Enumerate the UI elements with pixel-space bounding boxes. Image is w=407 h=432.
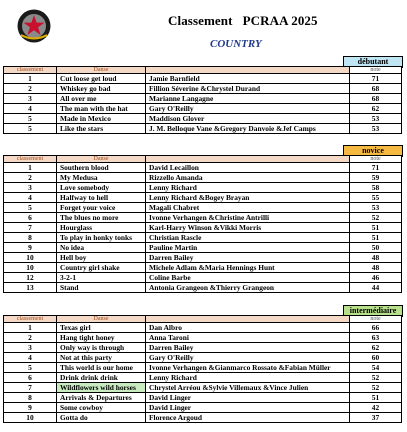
table-row <box>4 114 402 124</box>
column-header-dance: Danse <box>57 156 146 163</box>
table-row <box>4 124 402 134</box>
column-header-note: note <box>350 316 402 323</box>
table-row <box>4 183 402 193</box>
note-cell: 42 <box>350 403 402 413</box>
table-row <box>4 273 402 283</box>
column-header-dancer <box>146 316 350 323</box>
dance-cell: Country girl shake <box>57 263 146 273</box>
note-cell: 44 <box>350 283 402 293</box>
dancer-cell: Darren Bailey <box>146 253 350 263</box>
note-cell: 51 <box>350 233 402 243</box>
note-cell: 68 <box>350 84 402 94</box>
note-cell: 51 <box>350 223 402 233</box>
table-row <box>4 333 402 343</box>
dancer-cell: Antonia Grangeon &Thierry Grangeon <box>146 283 350 293</box>
table-row <box>4 323 402 333</box>
table-row <box>4 104 402 114</box>
pcraa-logo <box>17 9 51 43</box>
table-row <box>4 163 402 173</box>
table-row <box>4 283 402 293</box>
dance-cell: Hourglass <box>57 223 146 233</box>
table-row <box>4 383 402 393</box>
table-row <box>4 343 402 353</box>
rank-cell: 7 <box>4 223 57 233</box>
rank-cell: 5 <box>4 114 57 124</box>
rank-cell: 10 <box>4 263 57 273</box>
dancer-cell: Gary O'Reilly <box>146 353 350 363</box>
dancer-cell: Chrystel Arréou &Sylvie Villemaux &Vince Julien <box>146 383 350 393</box>
dancer-cell: Fillion Séverine &Chrystel Durand <box>146 84 350 94</box>
results-table-novice <box>3 155 402 293</box>
column-header-dance: Danse <box>57 67 146 74</box>
note-cell: 48 <box>350 253 402 263</box>
dance-cell: Not at this party <box>57 353 146 363</box>
note-cell: 62 <box>350 343 402 353</box>
rank-cell: 1 <box>4 323 57 333</box>
note-cell: 53 <box>350 124 402 134</box>
rank-cell: 5 <box>4 203 57 213</box>
rank-cell: 5 <box>4 363 57 373</box>
dancer-cell: Lenny Richard &Bogey Brayan <box>146 193 350 203</box>
page-title: Classement PCRAA 2025 <box>168 13 318 28</box>
dance-cell: Southern blood <box>57 163 146 173</box>
rank-cell: 8 <box>4 233 57 243</box>
rank-cell: 7 <box>4 383 57 393</box>
note-cell: 66 <box>350 323 402 333</box>
dancer-cell: Ivonne Verhangen &Christine Antrilli <box>146 213 350 223</box>
results-table-intermediaire <box>3 315 402 423</box>
table-row <box>4 373 402 383</box>
table-row <box>4 263 402 273</box>
note-cell: 52 <box>350 383 402 393</box>
table-row <box>4 243 402 253</box>
column-header-dancer <box>146 67 350 74</box>
rank-cell: 9 <box>4 403 57 413</box>
dance-cell: Forget your voice <box>57 203 146 213</box>
table-header-row <box>4 67 402 74</box>
table-row <box>4 413 402 423</box>
dance-cell: Only way is through <box>57 343 146 353</box>
rank-cell: 4 <box>4 193 57 203</box>
column-header-rank: classement <box>4 316 57 323</box>
rank-cell: 10 <box>4 253 57 263</box>
level-badge-intermediaire: intermédiaire <box>343 305 403 317</box>
table-header-row <box>4 316 402 323</box>
dancer-cell: Magali Chabret <box>146 203 350 213</box>
table-row <box>4 233 402 243</box>
dancer-cell: Darren Bailey <box>146 343 350 353</box>
table-row <box>4 393 402 403</box>
dance-cell: 3-2-1 <box>57 273 146 283</box>
rank-cell: 8 <box>4 393 57 403</box>
note-cell: 71 <box>350 163 402 173</box>
table-row <box>4 363 402 373</box>
rank-cell: 2 <box>4 173 57 183</box>
dancer-cell: David Lecaillon <box>146 163 350 173</box>
dancer-cell: Jamie Barnfield <box>146 74 350 84</box>
dancer-cell: Florence Argoud <box>146 413 350 423</box>
rank-cell: 1 <box>4 74 57 84</box>
note-cell: 53 <box>350 114 402 124</box>
dance-cell: This world is our home <box>57 363 146 373</box>
dance-cell: Drink drink drink <box>57 373 146 383</box>
table-row <box>4 353 402 363</box>
rank-cell: 13 <box>4 283 57 293</box>
note-cell: 52 <box>350 213 402 223</box>
table-header-row <box>4 156 402 163</box>
column-header-dance: Danse <box>57 316 146 323</box>
dance-cell: Texas girl <box>57 323 146 333</box>
table-row <box>4 203 402 213</box>
rank-cell: 12 <box>4 273 57 283</box>
table-row <box>4 253 402 263</box>
dancer-cell: Dan Albro <box>146 323 350 333</box>
dance-cell: Like the stars <box>57 124 146 134</box>
rank-cell: 2 <box>4 84 57 94</box>
note-cell: 46 <box>350 273 402 283</box>
dancer-cell: Lenny Richard <box>146 183 350 193</box>
dancer-cell: Marianne Langagne <box>146 94 350 104</box>
column-header-note: note <box>350 67 402 74</box>
note-cell: 54 <box>350 363 402 373</box>
note-cell: 62 <box>350 104 402 114</box>
rank-cell: 4 <box>4 104 57 114</box>
rank-cell: 5 <box>4 124 57 134</box>
table-row <box>4 213 402 223</box>
note-cell: 71 <box>350 74 402 84</box>
dance-cell: The blues no more <box>57 213 146 223</box>
dance-cell: To play in honky tonks <box>57 233 146 243</box>
dance-cell: Hell boy <box>57 253 146 263</box>
note-cell: 53 <box>350 203 402 213</box>
dancer-cell: Lenny Richard <box>146 373 350 383</box>
results-table-debutant <box>3 66 402 134</box>
note-cell: 59 <box>350 173 402 183</box>
rank-cell: 2 <box>4 333 57 343</box>
dancer-cell: Coline Barbe <box>146 273 350 283</box>
page-subtitle: COUNTRY <box>210 38 262 50</box>
dancer-cell: Karl-Harry Winson &Vikki Morris <box>146 223 350 233</box>
note-cell: 58 <box>350 183 402 193</box>
dancer-cell: Christian Rascle <box>146 233 350 243</box>
dancer-cell: Ivonne Verhangen &Gianmarco Rossato &Fabian Müller <box>146 363 350 373</box>
dance-cell: No idea <box>57 243 146 253</box>
rank-cell: 6 <box>4 213 57 223</box>
dance-cell: My Medusa <box>57 173 146 183</box>
level-badge-novice: novice <box>343 145 403 157</box>
column-header-note: note <box>350 156 402 163</box>
dance-cell: Wildflowers wild horses <box>57 383 146 393</box>
column-header-dancer <box>146 156 350 163</box>
rank-cell: 9 <box>4 243 57 253</box>
table-row <box>4 84 402 94</box>
note-cell: 37 <box>350 413 402 423</box>
table-row <box>4 173 402 183</box>
note-cell: 60 <box>350 353 402 363</box>
dance-cell: Halfway to hell <box>57 193 146 203</box>
dancer-cell: Pauline Martin <box>146 243 350 253</box>
dance-cell: The man with the hat <box>57 104 146 114</box>
dancer-cell: Rizzello Amanda <box>146 173 350 183</box>
dance-cell: Love somebody <box>57 183 146 193</box>
table-row <box>4 193 402 203</box>
rank-cell: 3 <box>4 94 57 104</box>
column-header-rank: classement <box>4 67 57 74</box>
dance-cell: Cut loose get loud <box>57 74 146 84</box>
dancer-cell: Michele Adlam &Maria Hennings Hunt <box>146 263 350 273</box>
dancer-cell: J. M. Belloque Vane &Gregory Danvoie &Jef Camps <box>146 124 350 134</box>
rank-cell: 10 <box>4 413 57 423</box>
rank-cell: 3 <box>4 183 57 193</box>
table-row <box>4 94 402 104</box>
rank-cell: 4 <box>4 353 57 363</box>
dance-cell: Some cowboy <box>57 403 146 413</box>
rank-cell: 1 <box>4 163 57 173</box>
table-row <box>4 403 402 413</box>
note-cell: 50 <box>350 243 402 253</box>
dance-cell: Stand <box>57 283 146 293</box>
rank-cell: 3 <box>4 343 57 353</box>
dance-cell: Arrivals & Departures <box>57 393 146 403</box>
dancer-cell: Maddison Glover <box>146 114 350 124</box>
note-cell: 51 <box>350 393 402 403</box>
rank-cell: 6 <box>4 373 57 383</box>
note-cell: 68 <box>350 94 402 104</box>
note-cell: 63 <box>350 333 402 343</box>
dance-cell: Hang tight honey <box>57 333 146 343</box>
column-header-rank: classement <box>4 156 57 163</box>
dancer-cell: Gary O'Reilly <box>146 104 350 114</box>
table-row <box>4 223 402 233</box>
level-badge-debutant: débutant <box>343 56 403 68</box>
dancer-cell: Anna Taroni <box>146 333 350 343</box>
note-cell: 55 <box>350 193 402 203</box>
note-cell: 52 <box>350 373 402 383</box>
dancer-cell: David Linger <box>146 393 350 403</box>
dance-cell: Made in Mexico <box>57 114 146 124</box>
note-cell: 48 <box>350 263 402 273</box>
dance-cell: Whiskey go bad <box>57 84 146 94</box>
dancer-cell: David Linger <box>146 403 350 413</box>
dance-cell: All over me <box>57 94 146 104</box>
table-row <box>4 74 402 84</box>
dance-cell: Gotta do <box>57 413 146 423</box>
